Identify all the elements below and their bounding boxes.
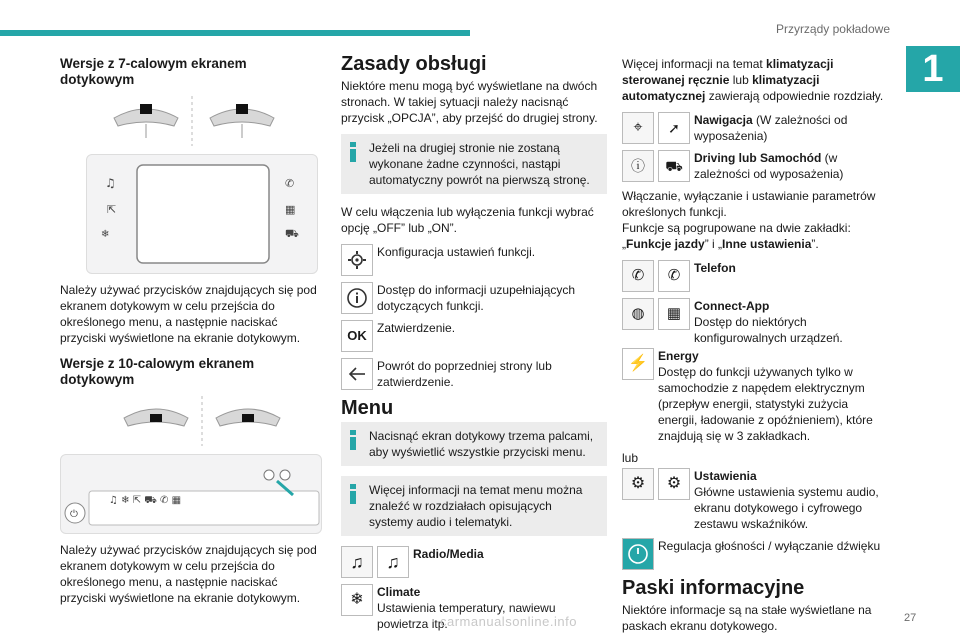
info-box-more-menus: Więcej informacji na temat menu można znaleźć w rozdziałach opisujących systemy audio i telematyki. <box>341 476 607 536</box>
icon-row-navigation: ⌖ ➚ Nawigacja (W zależności od wyposażenia) <box>622 112 888 144</box>
paragraph-info-bars: Niektóre informacje są na stałe wyświetlane na paskach ekranu dotykowego. <box>622 603 872 633</box>
info-icon <box>350 484 356 504</box>
icon-row-info: Dostęp do informacji uzupełniających dotyczących funkcji. <box>341 282 607 314</box>
chapter-tab: 1 <box>906 46 960 92</box>
info-icon <box>350 142 356 162</box>
page-number: 27 <box>904 612 917 624</box>
icon-row-driving: ⓘ ⛟ Driving lub Samochód (w zależności od wyposażenia) <box>622 150 888 182</box>
info-box-second-page: Jeżeli na drugiej stronie nie zostaną wykonane żadne czynności, nastąpi automatyczny powrót na pierwszą stronę. <box>341 134 607 194</box>
top-accent-bar <box>0 30 470 36</box>
phone-dark-icon: ✆ <box>622 260 654 292</box>
connect-globe-icon: ◍ <box>622 298 654 330</box>
svg-text:⇱: ⇱ <box>107 203 117 216</box>
gear-cog-icon <box>341 244 373 276</box>
icon-row-energy: ⚡ Energy Dostęp do funkcji używanych tylko w samochodzie z napędem elektrycznym (przepływ energii, statystyki zużycia energii, ładowanie z opóźnieniem), które znajdują się w 3 zakładkach. <box>622 348 888 444</box>
svg-text:⏻: ⏻ <box>70 509 78 520</box>
column-right <box>622 56 888 640</box>
icon-row-radio <box>341 546 607 578</box>
back-arrow-icon <box>341 358 373 390</box>
icon-row-climate: ❄ Climate Ustawienia temperatury, nawiewu powietrza itp. <box>341 584 607 632</box>
illustration-10inch-touchscreen <box>60 454 322 534</box>
illustration-10inch-wheels <box>76 396 306 446</box>
radio-media-icon: ♫ <box>341 546 373 578</box>
icon-row-phone: ✆ ✆ Telefon <box>622 260 888 292</box>
climate-label: Climate <box>377 585 421 599</box>
column-middle <box>341 53 607 638</box>
title-menu: Menu <box>341 397 394 419</box>
settings-gear-dark-icon: ⚙ <box>622 468 654 500</box>
paragraph-10inch: Należy używać przycisków znajdujących się pod ekranem dotykowym w celu przejścia do określonego menu, a następnie naciskać przyciski wyświetlone na ekranie dotykowym. <box>60 543 317 605</box>
info-circle-icon <box>341 282 373 314</box>
icon-row-settings: ⚙ ⚙ Ustawienia Główne ustawienia systemu audio, ekranu dotykowego i cyfrowego zestawu wskaźników. <box>622 468 888 532</box>
info-icon <box>350 430 356 450</box>
ok-icon: OK <box>341 320 373 352</box>
driving-car-icon: ⛟ <box>658 150 690 182</box>
radio-media-label: Radio/Media <box>413 547 484 561</box>
icon-row-connect: ◍ ▦ Connect-App Dostęp do niektórych konfigurowalnych urządzeń. <box>622 298 888 346</box>
volume-power-icon <box>622 538 654 570</box>
svg-text:▦: ▦ <box>285 203 296 216</box>
svg-text:⛟: ⛟ <box>285 227 299 240</box>
settings-gear-icon: ⚙ <box>658 468 690 500</box>
touchscreen-10inch <box>61 455 323 535</box>
title-info-bars: Paski informacyjne <box>622 577 805 599</box>
climate-icon: ❄ <box>341 584 373 616</box>
energy-bolt-icon: ⚡ <box>622 348 654 380</box>
icon-row-volume: Regulacja głośności / wyłączanie dźwięku <box>622 538 888 570</box>
icon-row-back: Powrót do poprzedniej strony lub zatwierdzenie. <box>341 358 607 390</box>
icon-row-ok: OK Zatwierdzenie. <box>341 320 607 352</box>
paragraph-7inch: Należy używać przycisków znajdujących się pod ekranem dotykowym w celu przejścia do określonego menu, a następnie naciskać przyciski wyświetlone na ekranie dotykowym. <box>60 283 317 345</box>
illustration-7inch-touchscreen <box>86 154 318 274</box>
watermark: carmanualsonline.info <box>440 614 577 629</box>
svg-text:♫: ♫ <box>105 176 116 190</box>
svg-text:✆: ✆ <box>285 177 295 190</box>
connect-grid-icon: ▦ <box>658 298 690 330</box>
title-rules: Zasady obsługi <box>341 53 487 75</box>
heading-10inch: Wersje z 10-calowym ekranem dotykowym <box>60 356 255 387</box>
paragraph-toggle: W celu włączenia lub wyłączenia funkcji wybrać opcję „OFF” lub „ON”. <box>341 205 594 235</box>
paragraph-rules: Niektóre menu mogą być wyświetlane na dwóch stronach. W takiej sytuacji należy nacisnąć przycisk „OPCJA”, aby przejść do drugiej strony. <box>341 79 598 125</box>
info-box-three-fingers: Nacisnąć ekran dotykowy trzema palcami, aby wyświetlić wszystkie przyciski menu. <box>341 422 607 466</box>
navigation-map-icon: ⌖ <box>622 112 654 144</box>
column-left <box>60 56 322 614</box>
navigation-arrow-icon: ➚ <box>658 112 690 144</box>
touchscreen-7inch <box>87 155 319 275</box>
section-title: Przyrządy pokładowe <box>775 22 890 36</box>
paragraph-tabs: Funkcje są pogrupowane na dwie zakładki: „Funkcje jazdy” i „Inne ustawienia”. <box>622 221 851 251</box>
paragraph-climate-info: Więcej informacji na temat klimatyzacji sterowanej ręcznie lub klimatyzacji automatycznej zawierają odpowiednie rozdziały. <box>622 57 884 103</box>
steering-wheels-illustration <box>76 96 306 146</box>
steering-wheels-illustration-10 <box>76 396 306 446</box>
icon-row-config: Konfiguracja ustawień funkcji. <box>341 244 607 276</box>
driving-info-icon: ⓘ <box>622 150 654 182</box>
svg-text:♫ ❄ ⇱ ⛟ ✆ ▦: ♫ ❄ ⇱ ⛟ ✆ ▦ <box>109 495 182 506</box>
heading-7inch: Wersje z 7-calowym ekranem dotykowym <box>60 56 247 87</box>
radio-media-outline-icon: ♫ <box>377 546 409 578</box>
paragraph-switch: Włączanie, wyłączanie i ustawianie parametrów określonych funkcji. <box>622 189 876 219</box>
svg-text:❄: ❄ <box>101 229 110 240</box>
illustration-7inch-screen <box>76 96 306 146</box>
or-text: lub <box>622 451 639 465</box>
phone-icon: ✆ <box>658 260 690 292</box>
